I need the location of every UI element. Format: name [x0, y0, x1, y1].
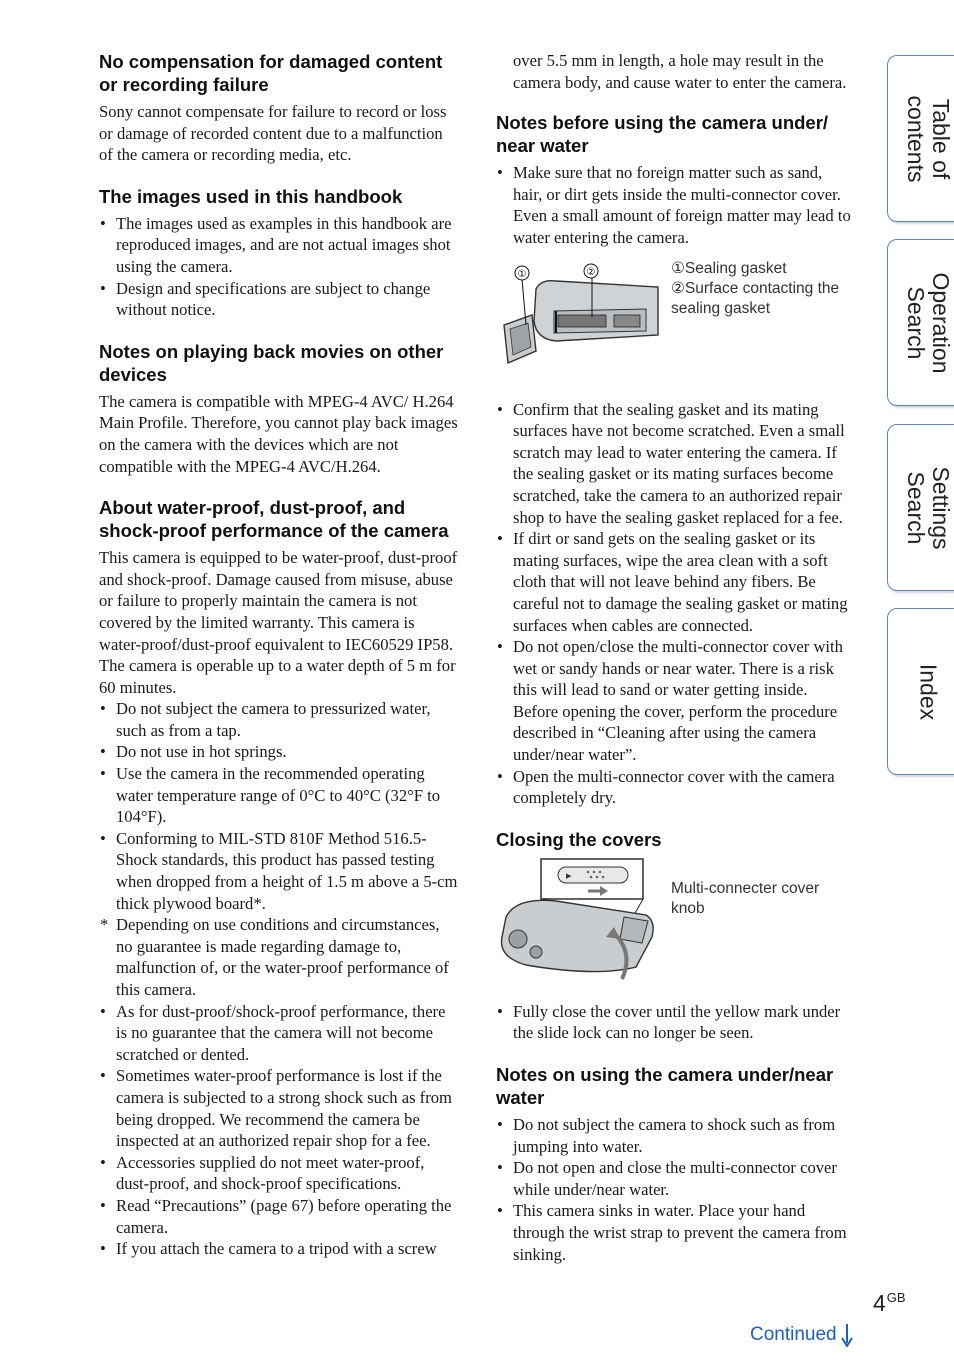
page-number: $4^{GB}$	[873, 1290, 906, 1316]
list-gasket-notes	[496, 399, 852, 809]
list-item: • Do not use in hot springs.	[99, 741, 459, 763]
page-suffix: GB	[886, 1290, 906, 1305]
heading-water-proof-performance: About water-proof, dust-proof, and shock-proof performance of the camera	[99, 497, 449, 542]
heading-playing-back-movies: Notes on playing back movies on other devices	[99, 340, 444, 385]
heading-no-compensation: No compensation for damaged content or recording failure	[99, 51, 443, 95]
closing-cover-figure	[496, 857, 852, 1001]
heading-notes-before-water: Notes before using the camera under/ near water	[496, 112, 829, 157]
heading-using-under-water: Notes on using the camera under/near water	[496, 1064, 834, 1109]
footnote-item: * Depending on use conditions and circumstances, no guarantee is made regarding damage to, malfunction of, or the water-proof performance of this camera.	[99, 914, 459, 1000]
figure-caption-1: ①Sealing gasket	[671, 259, 787, 277]
list-closing-covers	[496, 1001, 852, 1044]
list-item: • Conforming to MIL-STD 810F Method 516.5-Shock standards, this product has passed testing when dropped from a height of 1.5 m above a 5-cm thick plywood board*.	[99, 828, 459, 914]
svg-text:▸: ▸	[566, 868, 572, 882]
cover-knob-illustration	[496, 857, 666, 987]
list-item: • If you attach the camera to a tripod with a screw	[99, 1238, 459, 1260]
heading-closing-covers: Closing the covers	[496, 828, 662, 850]
continued-link[interactable]	[750, 1323, 853, 1347]
paragraph-playing-back-movies: The camera is compatible with MPEG-4 AVC/ H.264 Main Profile. Therefore, you cannot play back images on the camera with the devices which are not compatible with the MPEG-4 AVC/H.264.	[99, 391, 458, 476]
list-item: • The images used as examples in this handbook are reproduced images, and are not actual images shot using the camera.	[99, 213, 459, 278]
camera-connector-illustration	[496, 259, 666, 369]
list-water-proof-notes	[99, 698, 459, 1259]
tab-operation-search[interactable]	[887, 239, 954, 406]
list-item: • Confirm that the sealing gasket and its mating surfaces have not become scratched. Even a small scratch may lead to water entering the camera. If the sealing gasket or its mating surfaces become scratched, take the camera to an authorized repair shop to have the sealing gasket replaced for a fee.	[496, 399, 852, 529]
list-item: • Open the multi-connector cover with the camera completely dry.	[496, 766, 852, 809]
tab-label: Operation Search	[903, 271, 954, 374]
list-item: • This camera sinks in water. Place your hand through the wrist strap to prevent the camera from sinking.	[496, 1200, 852, 1265]
list-using-under-water	[496, 1114, 852, 1265]
marker-2: ②	[586, 266, 596, 278]
tab-table-of-contents[interactable]	[887, 55, 954, 222]
list-item: • Do not open/close the multi-connector cover with wet or sandy hands or near water. There is a risk this will lead to sand or water getting inside. Before opening the cover, perform the procedure described in “Cleaning after using the camera under/near water”.	[496, 636, 852, 766]
figure-caption-knob: Multi-connecter cover knob	[671, 879, 820, 917]
list-item: • If dirt or sand gets on the sealing gasket or its mating surfaces, wipe the area clean with a soft cloth that will not leave behind any fibers. Be careful not to damage the sealing gasket or mating surfaces when cables are connected.	[496, 528, 852, 636]
continued-label: Continued	[750, 1324, 837, 1345]
right-column	[496, 0, 852, 1265]
tab-label: Index	[915, 663, 942, 720]
list-item: • Do not subject the camera to shock such as from jumping into water.	[496, 1114, 852, 1157]
tab-label: Settings Search	[903, 465, 954, 550]
tab-index[interactable]	[887, 608, 954, 775]
tab-settings-search[interactable]	[887, 424, 954, 591]
paragraph-water-proof-performance: This camera is equipped to be water-proof, dust-proof and shock-proof. Damage caused from misuse, abuse or failure to properly maintain the camera is not covered by the limited warranty. This camera is water-proof/dust-proof equivalent to IEC60529 IP58. The camera is operable up to a water depth of 5 m for 60 minutes.	[99, 548, 458, 697]
continued-paragraph: over 5.5 mm in length, a hole may result in the camera body, and cause water to enter the camera.	[513, 51, 847, 92]
figure-caption-2: ②Surface contacting the sealing gasket	[671, 279, 840, 317]
list-item: • Fully close the cover until the yellow mark under the slide lock can no longer be seen.	[496, 1001, 852, 1044]
left-column	[99, 0, 459, 1260]
list-item: • Sometimes water-proof performance is lost if the camera is subjected to a strong shock such as from being dropped. We recommend the camera be inspected at an authorized repair shop for a fee.	[99, 1065, 459, 1151]
list-item: • Design and specifications are subject to change without notice.	[99, 278, 459, 321]
arrow-down-icon	[841, 1323, 853, 1347]
paragraph-no-compensation: Sony cannot compensate for failure to record or loss or damage of recorded content due to a malfunction of the camera or recording media, etc.	[99, 102, 447, 165]
list-item: • Accessories supplied do not meet water-proof, dust-proof, and shock-proof specifications.	[99, 1152, 459, 1195]
list-item: • Use the camera in the recommended operating water temperature range of 0°C to 40°C (32°F to 104°F).	[99, 763, 459, 828]
marker-1: ①	[517, 268, 527, 280]
tab-label: Table of contents	[903, 95, 954, 182]
list-item: • As for dust-proof/shock-proof performance, there is no guarantee that the camera will not become scratched or dented.	[99, 1001, 459, 1066]
list-item: • Make sure that no foreign matter such as sand, hair, or dirt gets inside the multi-connector cover. Even a small amount of foreign matter may lead to water entering the camera.	[496, 162, 852, 248]
list-item: • Read “Precautions” (page 67) before operating the camera.	[99, 1195, 459, 1238]
heading-images-in-handbook: The images used in this handbook	[99, 185, 403, 207]
list-item: • Do not subject the camera to pressurized water, such as from a tap.	[99, 698, 459, 741]
list-notes-before-water	[496, 162, 852, 248]
list-item: • Do not open and close the multi-connector cover while under/near water.	[496, 1157, 852, 1200]
sealing-gasket-figure	[496, 259, 852, 399]
list-images-in-handbook	[99, 213, 459, 321]
